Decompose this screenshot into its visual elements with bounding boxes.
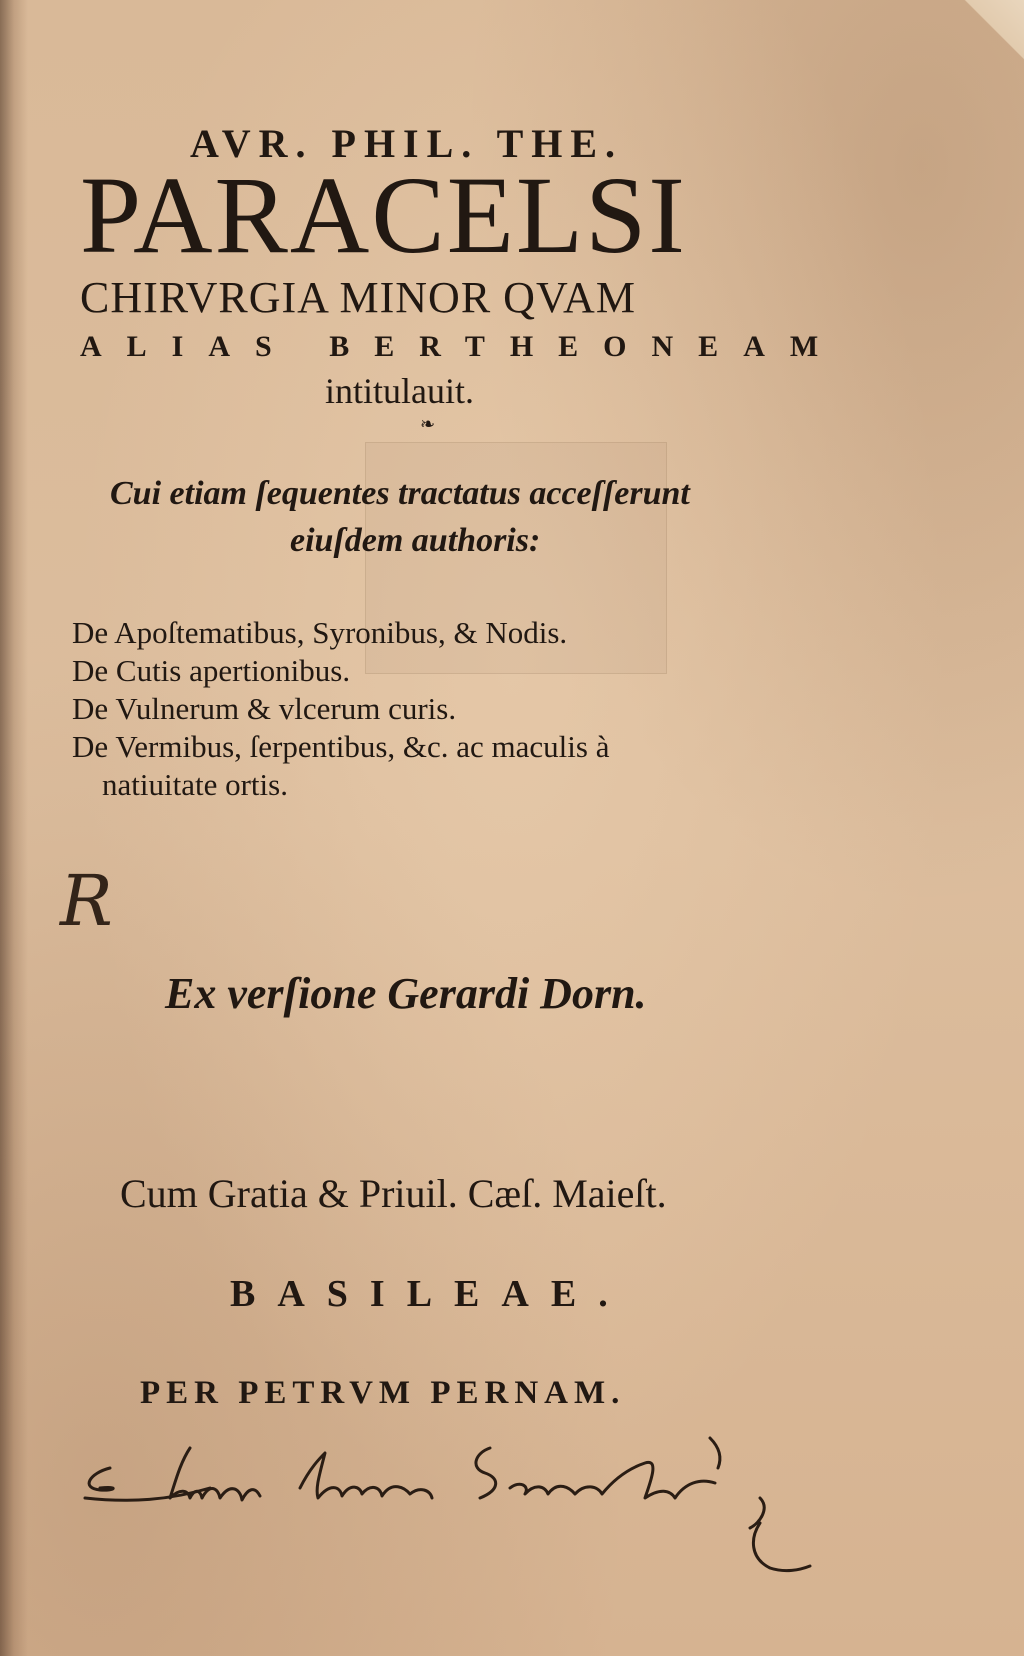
subtitle-line-1: Cui etiam ſequentes tractatus acceſſerunt bbox=[110, 475, 690, 512]
translator-line: Ex verſione Gerardi Dorn. bbox=[165, 969, 647, 1018]
imprint-city: BASILEAE. bbox=[230, 1273, 630, 1315]
handwritten-signature bbox=[70, 1428, 850, 1598]
contents-item: De Cutis apertionibus. bbox=[72, 653, 351, 688]
contents-item: De Apoſtematibus, Syronibus, & Nodis. bbox=[72, 615, 568, 650]
author-line: AVR. PHIL. THE. bbox=[190, 121, 624, 166]
subtitle-line-2: eiuſdem authoris: bbox=[290, 522, 541, 559]
page-corner-fold bbox=[954, 0, 1024, 60]
title-line-3: ALIAS BERTHEONEAM bbox=[80, 330, 844, 363]
signature-scribble bbox=[70, 1428, 850, 1598]
contents-list bbox=[72, 614, 609, 804]
title-line-2: CHIRVRGIA MINOR QVAM bbox=[80, 273, 636, 322]
contents-item: De Vulnerum & vlcerum curis. bbox=[72, 691, 457, 726]
title-line-4: intitulauit. bbox=[325, 371, 474, 411]
privilege-line: Cum Gratia & Priuil. Cæſ. Maieſt. bbox=[120, 1171, 667, 1216]
fleuron-ornament: ❧ bbox=[420, 414, 436, 434]
handwritten-margin-mark: R bbox=[60, 860, 113, 942]
contents-item: natiuitate ortis. bbox=[102, 767, 288, 802]
page-binding-edge bbox=[0, 0, 28, 1656]
title-main: PARACELSI bbox=[80, 154, 687, 276]
imprint-printer: PER PETRVM PERNAM. bbox=[140, 1375, 626, 1411]
contents-item: De Vermibus, ſerpentibus, &c. ac maculis à bbox=[72, 729, 610, 764]
